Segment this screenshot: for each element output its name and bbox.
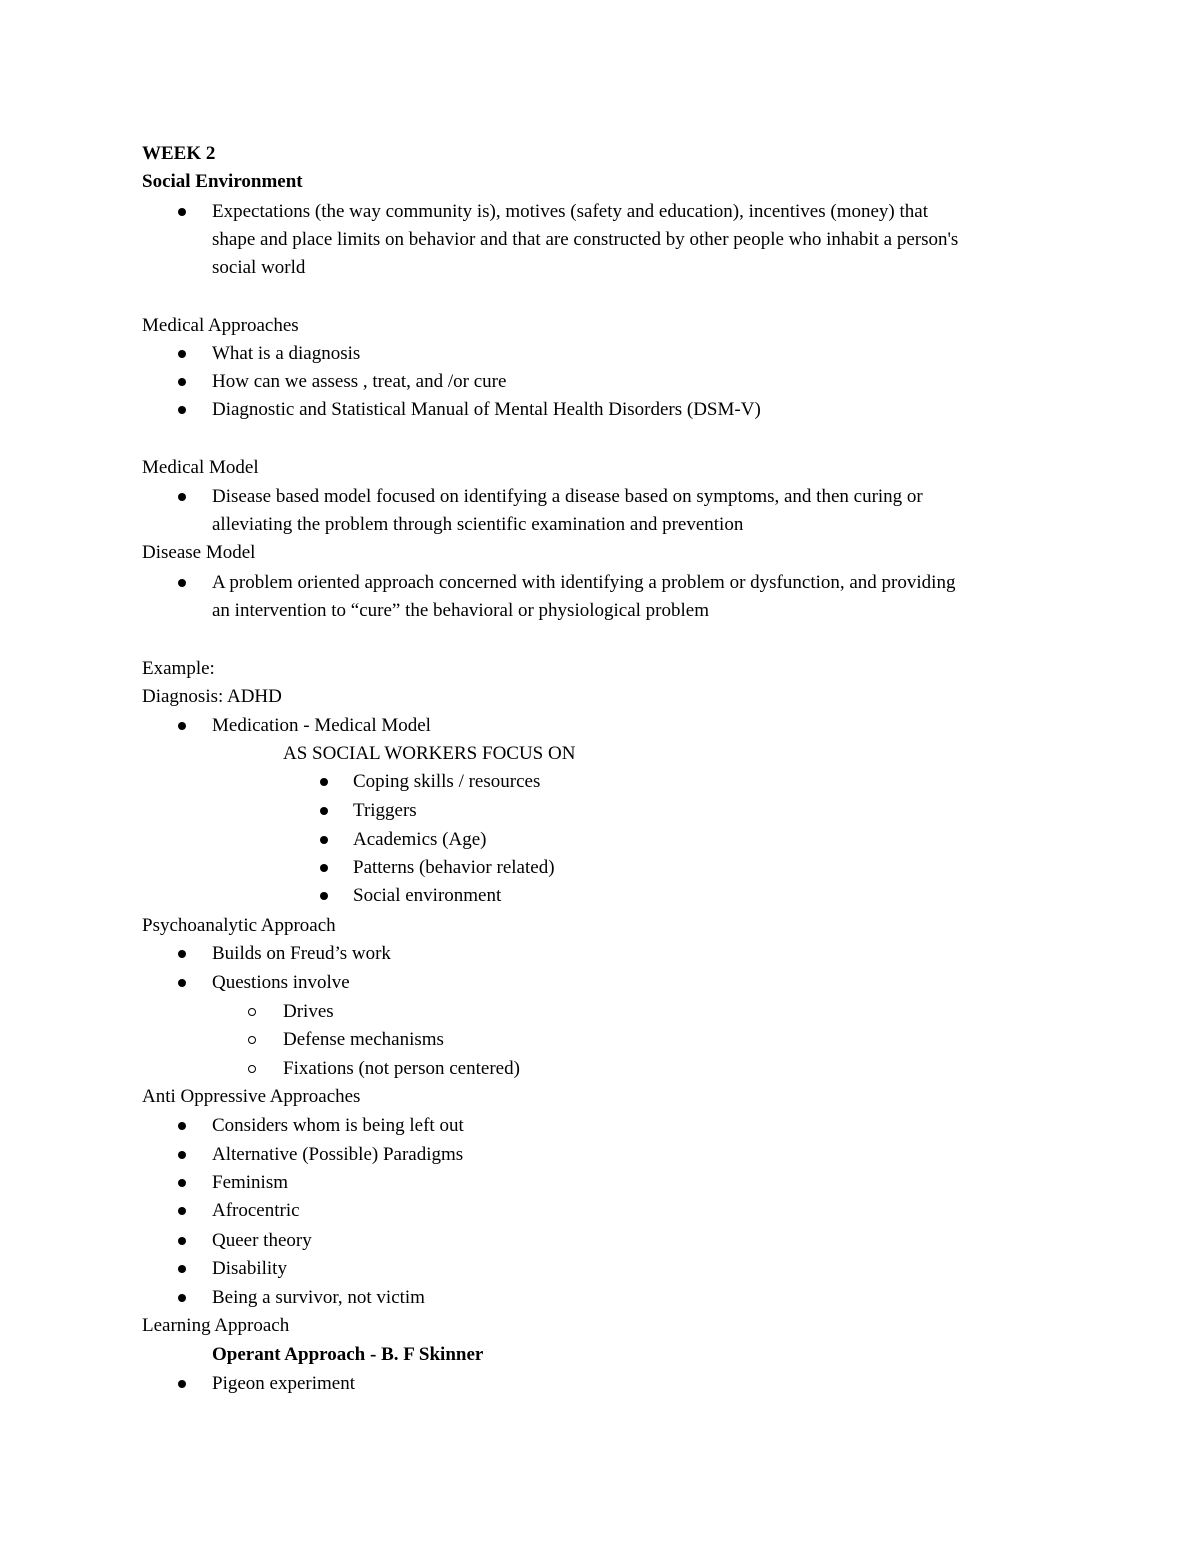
disease-model-line-2: an intervention to “cure” the behavioral or physiological problem [212,600,709,621]
bullet-dot-icon [178,406,186,414]
bullet-dot-icon [178,579,186,587]
medical-model-line-2: alleviating the problem through scientific examination and prevention [212,514,744,535]
disease-model-line-1: A problem oriented approach concerned with identifying a problem or dysfunction, and providing [212,572,956,593]
bullet-dot-icon [178,1294,186,1302]
bullet-dot-icon [320,807,328,815]
bullet-dot-icon [178,1122,186,1130]
bullet-dot-icon [178,979,186,987]
bullet-dot-icon [320,864,328,872]
list-item: Diagnostic and Statistical Manual of Mental Health Disorders (DSM-V) [212,399,761,420]
list-item: Builds on Freud’s work [212,943,391,964]
list-item: Social environment [353,885,502,906]
bullet-dot-icon [178,1151,186,1159]
medical-model-line-1: Disease based model focused on identifying a disease based on symptoms, and then curing or [212,486,923,507]
bullet-circle-icon [248,1008,256,1016]
bullet-dot-icon [178,378,186,386]
list-item: Disability [212,1258,287,1279]
bullet-dot-icon [178,950,186,958]
bullet-dot-icon [178,493,186,501]
example-label: Example: [142,658,215,679]
bullet-dot-icon [178,722,186,730]
list-item: Defense mechanisms [283,1029,444,1050]
list-item: Triggers [353,800,417,821]
bullet-circle-icon [248,1036,256,1044]
week-title: WEEK 2 [142,143,216,164]
bullet-circle-icon [248,1065,256,1073]
bullet-dot-icon [178,1265,186,1273]
bullet-dot-icon [178,1237,186,1245]
learning-heading: Learning Approach [142,1315,290,1336]
list-item: Pigeon experiment [212,1373,355,1394]
anti-oppressive-heading: Anti Oppressive Approaches [142,1086,361,1107]
list-item: Alternative (Possible) Paradigms [212,1144,464,1165]
focus-heading: AS SOCIAL WORKERS FOCUS ON [283,743,576,764]
list-item: Patterns (behavior related) [353,857,555,878]
list-item: Fixations (not person centered) [283,1058,520,1079]
list-item: Queer theory [212,1230,312,1251]
list-item: Afrocentric [212,1200,300,1221]
disease-model-heading: Disease Model [142,542,256,563]
list-item: What is a diagnosis [212,343,361,364]
bullet-dot-icon [320,892,328,900]
bullet-dot-icon [178,350,186,358]
list-item: Coping skills / resources [353,771,541,792]
list-item: Drives [283,1001,334,1022]
bullet-dot-icon [320,778,328,786]
list-item: Considers whom is being left out [212,1115,464,1136]
list-item: Feminism [212,1172,289,1193]
list-item: Questions involve [212,972,350,993]
bullet-dot-icon [178,208,186,216]
diagnosis-label: Diagnosis: ADHD [142,686,282,707]
social-environment-heading: Social Environment [142,171,303,192]
list-item: How can we assess , treat, and /or cure [212,371,507,392]
bullet-dot-icon [178,1207,186,1215]
psychoanalytic-heading: Psychoanalytic Approach [142,915,336,936]
operant-subheading: Operant Approach - B. F Skinner [212,1344,484,1365]
list-item: Being a survivor, not victim [212,1287,425,1308]
social-env-line-1: Expectations (the way community is), motives (safety and education), incentives (money) that [212,201,928,222]
bullet-dot-icon [320,836,328,844]
social-env-line-2: shape and place limits on behavior and that are constructed by other people who inhabit a person's [212,229,959,250]
bullet-dot-icon [178,1380,186,1388]
list-item: Medication - Medical Model [212,715,431,736]
social-env-line-3: social world [212,257,306,278]
medical-approaches-heading: Medical Approaches [142,315,299,336]
medical-model-heading: Medical Model [142,457,259,478]
bullet-dot-icon [178,1179,186,1187]
list-item: Academics (Age) [353,829,487,850]
